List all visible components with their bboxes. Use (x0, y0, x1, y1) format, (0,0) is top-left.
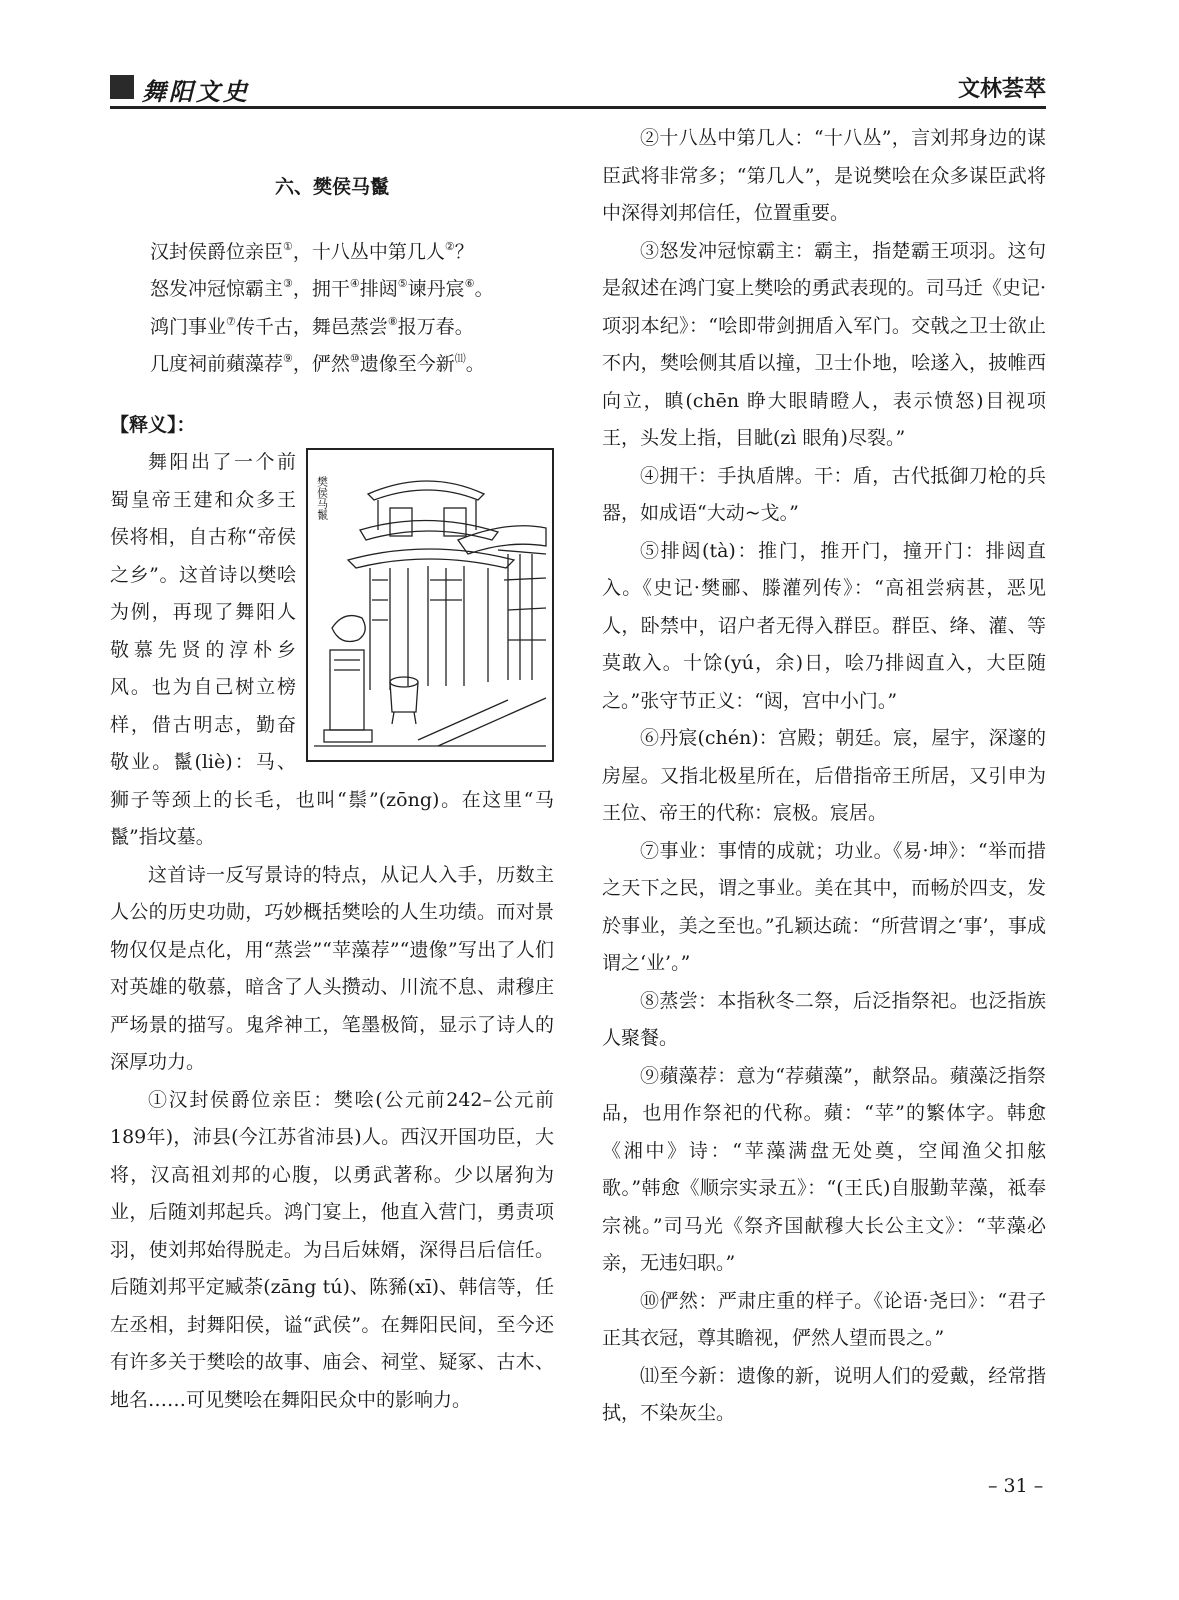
note-6: ⑥丹宸(chén)：宫殿；朝廷。宸，屋宇，深邃的房屋。又指北极星所在，后借指帝王所居，又引申为王位、帝王的代称：宸极。宸居。 (602, 727, 1046, 824)
left-column (110, 120, 554, 1419)
right-column (602, 120, 1046, 1433)
temple-illustration (306, 448, 554, 762)
intro-block (110, 444, 554, 857)
poem-title: 六、樊侯马鬣 (274, 176, 389, 198)
poem-line-1: 汉封侯爵位亲臣①，十八丛中第几人②？ (150, 239, 474, 263)
header-rule (110, 106, 1046, 109)
page-header (110, 72, 1046, 104)
magazine-title: 舞阳文史 (142, 77, 250, 106)
explanation-label: 【释义】： (110, 413, 196, 436)
poem-line-2: 怒发冲冠惊霸主③，拥干④排闼⑤谏丹宸⑥。 (150, 277, 494, 300)
note-4: ④拥干：手执盾牌。干：盾，古代抵御刀枪的兵器，如成语“大动~戈。” (602, 464, 1046, 524)
note-5: ⑤排闼(tà)：推门，推开门，撞开门：排闼直入。《史记·樊郦、滕灌列传》：“高祖尝病甚，恶见人，卧禁中，诏户者无得入群臣。群臣、绛、灌、等莫敢入。十馀(yú，余)日，哙乃排闼直入，大臣随之。”张守节正义：“闼，宫中小门。” (602, 539, 1046, 712)
note-10: ⑩俨然：严肃庄重的样子。《论语·尧曰》：“君子正其衣冠，尊其瞻视，俨然人望而畏之。” (602, 1289, 1046, 1349)
temple-sketch-icon (308, 450, 552, 760)
note-8: ⑧蒸尝：本指秋冬二祭，后泛指祭祀。也泛指族人聚餐。 (602, 989, 1046, 1049)
section-name: 文林荟萃 (957, 77, 1046, 102)
note-9: ⑨蘋藻荐：意为“荐蘋藻”，献祭品。蘋藻泛指祭品，也用作祭祀的代称。蘋：“苹”的繁体字。韩愈《湘中》诗：“苹藻满盘无处奠，空闻渔父扣舷歌。”韩愈《顺宗实录五》：“(王氏)自服勤苹藻，祗奉宗祧。”司马光《祭齐国献穆大长公主文》：“苹藻必亲，无违妇职。” (602, 1064, 1046, 1274)
poem-line-3: 鸿门事业⑦传千古，舞邑蒸尝⑧报万春。 (150, 314, 474, 338)
poem-line-4: 几度祠前蘋藻荐⑨，俨然⑩遗像至今新⑾。 (150, 352, 485, 375)
analysis-paragraph: 这首诗一反写景诗的特点，从记人入手，历数主人公的历史功勋，巧妙概括樊哙的人生功绩。而对景物仅仅是点化，用“蒸尝”“苹藻荐”“遗像”写出了人们对英雄的敬慕，暗含了人头攒动、川流不息、肃穆庄严场景的描写。鬼斧神工，笔墨极简，显示了诗人的深厚功力。 (110, 863, 554, 1073)
page-number: – 31 – (988, 1475, 1044, 1497)
note-2: ②十八丛中第几人：“十八丛”，言刘邦身边的谋臣武将非常多；“第几人”，是说樊哙在众多谋臣武将中深得刘邦信任，位置重要。 (602, 127, 1046, 224)
intro-paragraph: 舞阳出了一个前蜀皇帝王建和众多王侯将相，自古称“帝侯之乡”。这首诗以樊哙为例，再现了舞阳人敬慕先贤的淳朴乡风。也为自己树立榜样，借古明志，勤奋敬业。鬣(liè)：马、狮子等颈上的长毛，也叫“鬃”(zōng)。在这里“马鬣”指坟墓。 (110, 451, 554, 848)
figure-caption: 樊侯马鬣 (315, 476, 329, 520)
note-3: ③怒发冲冠惊霸主：霸主，指楚霸王项羽。这句是叙述在鸿门宴上樊哙的勇武表现的。司马迁《史记·项羽本纪》：“哙即带剑拥盾入军门。交戟之卫士欲止不内，樊哙侧其盾以撞，卫士仆地，哙遂入，披帷西向立，瞋(chēn 睁大眼睛瞪人，表示愤怒)目视项王，头发上指，目眦(zì 眼角)尽裂。” (602, 239, 1046, 449)
note-7: ⑦事业：事情的成就；功业。《易·坤》：“举而措之天下之民，谓之事业。美在其中，而畅於四支，发於事业，美之至也。”孔颖达疏：“所营谓之‘事’，事成谓之‘业’。” (602, 839, 1046, 974)
note-1-paragraph: ①汉封侯爵位亲臣：樊哙(公元前242–公元前189年)，沛县(今江苏省沛县)人。西汉开国功臣，大将，汉高祖刘邦的心腹，以勇武著称。少以屠狗为业，后随刘邦起兵。鸿门宴上，他直入营门，勇责项羽，使刘邦始得脱走。为吕后妹婿，深得吕后信任。后随刘邦平定臧荼(zāng tú)、陈豨(xī)、韩信等，任左丞相，封舞阳侯，谥“武侯”。在舞阳民间，至今还有许多关于樊哙的故事、庙会、祠堂、疑冢、古木、地名……可见樊哙在舞阳民众中的影响力。 (110, 1088, 554, 1411)
header-square-icon (110, 75, 134, 99)
note-11: ⑾至今新：遗像的新，说明人们的爱戴，经常揩拭，不染灰尘。 (602, 1364, 1046, 1424)
